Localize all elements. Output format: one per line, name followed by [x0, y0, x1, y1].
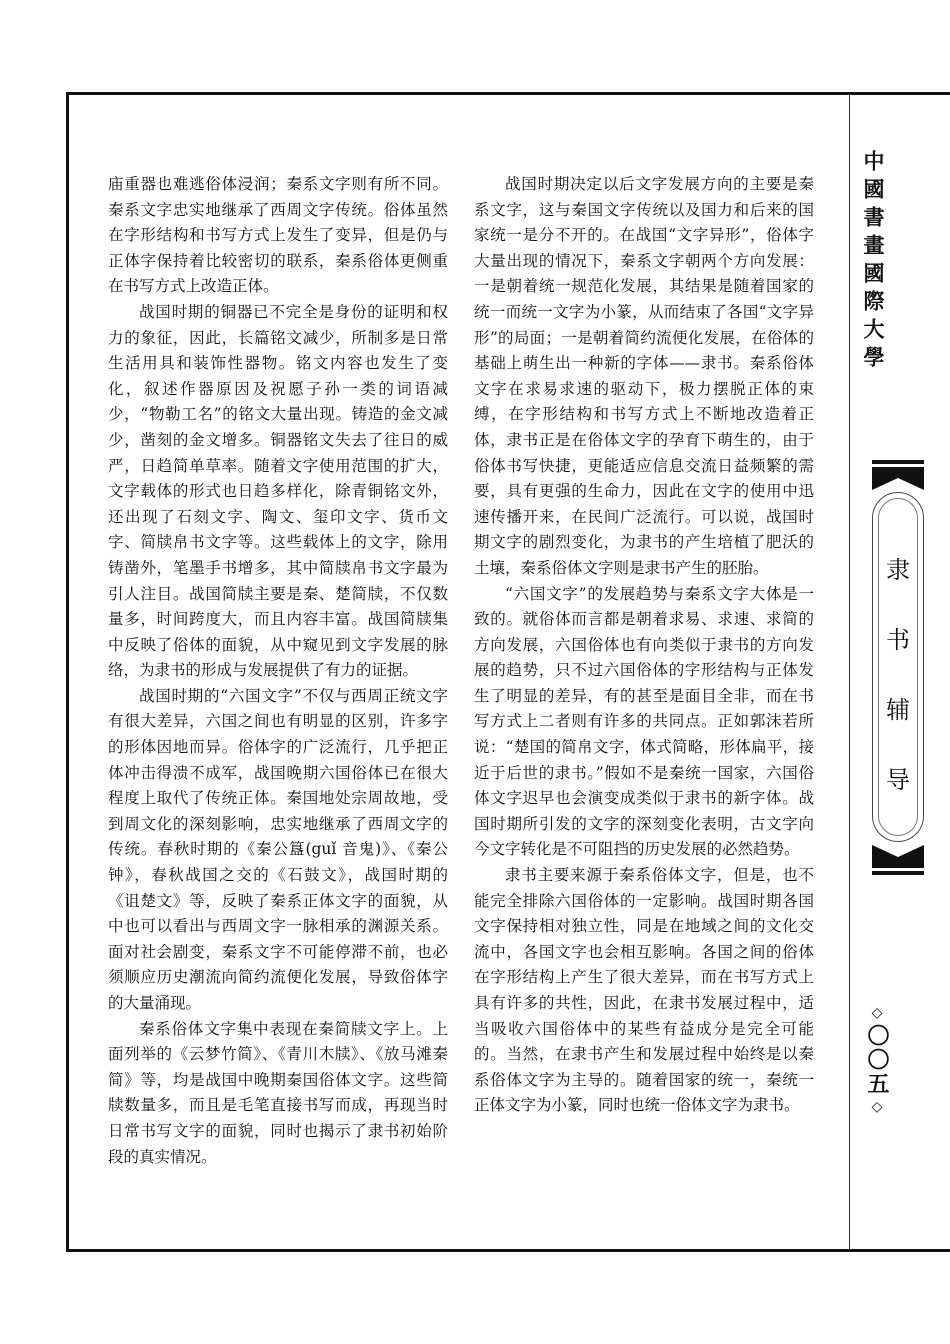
ornament-bar-top: [872, 460, 924, 490]
diamond-icon: ◇: [871, 1099, 883, 1115]
page-number-block: [862, 1002, 892, 1118]
paragraph: 战国时期决定以后文字发展方向的主要是秦系文字，这与秦国文字传统以及国力和后来的国家统一是分不开的。在战国“文字异形”，俗体字大量出现的情况下，秦系文字朝两个方向发展：一是朝着统一规范化发展，其结果是随着国家的统一而统一文字为小篆，从而结束了各国“文字异形”的局面；一是朝着简约流便化发展，在俗体的基础上萌生出一种新的字体——隶书。秦系俗体文字在求易求速的驱动下，极力摆脱正体的束缚，在字形结构和书写方式上不断地改造着正体，隶书正是在俗体文字的孕育下萌生的，由于俗体书写快捷，更能适应信息交流日益频繁的需要，具有更强的生命力，因此在文字的使用中迅速传播开来，在民间广泛流行。可以说，战国时期文字的剧烈变化，为隶书的产生培植了肥沃的土壤，秦系俗体文字则是隶书产生的胚胎。: [474, 175, 814, 577]
diamond-icon: ◇: [871, 1005, 883, 1021]
title-char: 隶: [886, 556, 910, 584]
title-char: 导: [886, 766, 910, 794]
title-char: 书: [886, 626, 910, 654]
paragraph: 隶书主要来源于秦系俗体文字，但是，也不能完全排除六国俗体的一定影响。战国时期各国文字保持相对独立性，同是在地域之间的文化交流中，各国文字也会相互影响。各国之间的俗体在字形结构上产生了很大差异，而在书写方式上具有许多的共性，因此，在隶书发展过程中，适当吸收六国俗体中的某些有益成分是完全可能的。当然，在隶书产生和发展过程中始终是以秦系俗体文字为主导的。随着国家的统一，秦统一正体文字为小篆，同时也统一俗体文字为隶书。: [474, 866, 814, 1115]
paragraph: 庙重器也难逃俗体浸润；秦系文字则有所不同。秦系文字忠实地继承了西周文字传统。俗体虽然在字形结构和书写方式上发生了变异，但是仍与正体字保持着比较密切的联系，秦系俗体更侧重在书写方式上改造正体。: [108, 175, 448, 296]
ornament-bar-bottom: [872, 845, 924, 875]
sidebar-divider: [849, 95, 850, 1250]
paragraph: 秦系俗体文字集中表现在秦简牍文字上。上面列举的《云梦竹简》、《青川木牍》、《放马滩秦简》等，均是战国中晚期秦国俗体文字。这些简牍数量多，而且是毛笔直接书写而成，再现当时日常书写文字的面貌，同时也揭示了隶书初始阶段的真实情况。: [108, 1019, 448, 1166]
paragraph: “六国文字”的发展趋势与秦系文字大体是一致的。就俗体而言都是朝着求易、求速、求简的方向发展，六国俗体也有向类似于隶书的方向发展的趋势，只不过六国俗体的字形结构与正体发生了明显的差异，有的甚至是面目全非，而在书写方式上二者则有许多的共同点。正如郭沫若所说：“楚国的简帛文字，体式简略，形体扁平，接近于后世的隶书。”假如不是秦统一国家，六国俗体文字迟早也会演变成类似于隶书的新字体。战国时期所引发的文字的深刻变化表明，古文字向今文字转化是不可阻挡的历史发展的必然趋势。: [474, 584, 814, 859]
school-name: 中國書畫國際大學: [861, 150, 885, 374]
left-text-column: [108, 172, 448, 1170]
right-text-column: [474, 172, 814, 1119]
paragraph: 战国时期的“六国文字”不仅与西周正统文字有很大差异，六国之间也有明显的区别，许多字的形体因地而异。俗体字的广泛流行，几乎把正体冲击得溃不成军，战国晚期六国俗体已在很大程度上取代了传统正体。秦国地处宗周故地，受到周文化的深刻影响，忠实地继承了西周文字的传统。春秋时期的《秦公簋(guǐ 音鬼)》、《秦公钟》，春秋战国之交的《石鼓文》，战国时期的《诅楚文》等，反映了秦系正体文字的面貌，从中也可以看出与西周文字一脉相承的渊源关系。面对社会剧变，秦系文字不可能停滞不前，也必须顺应历史潮流向简约流便化发展，导致俗体字的大量涌现。: [108, 686, 448, 1012]
section-title: [873, 535, 923, 815]
paragraph: 战国时期的铜器已不完全是身份的证明和权力的象征，因此，长篇铭文减少，所制多是日常生活用具和装饰性器物。铭文内容也发生了变化，叙述作器原因及祝愿子孙一类的词语减少，“物勒工名”的铭文大量出现。铸造的金文减少，凿刻的金文增多。铜器铭文失去了往日的威严，日趋简单草率。随着文字使用范围的扩大，文字载体的形式也日趋多样化，除青铜铭文外，还出现了石刻文字、陶文、玺印文字、货币文字、简牍帛书文字等。这些载体上的文字，除用铸凿外，笔墨手书增多，其中简牍帛书文字最为引人注目。战国简牍主要是秦、楚简牍，不仅数量多，时间跨度大，而且内容丰富。战国简牍集中反映了俗体的面貌，从中窥见到文字发展的脉络，为隶书的形成与发展提供了有力的证据。: [108, 302, 448, 680]
title-char: 辅: [886, 696, 910, 724]
section-title-panel: [872, 492, 924, 842]
page-number: 〇〇五: [864, 1024, 890, 1096]
